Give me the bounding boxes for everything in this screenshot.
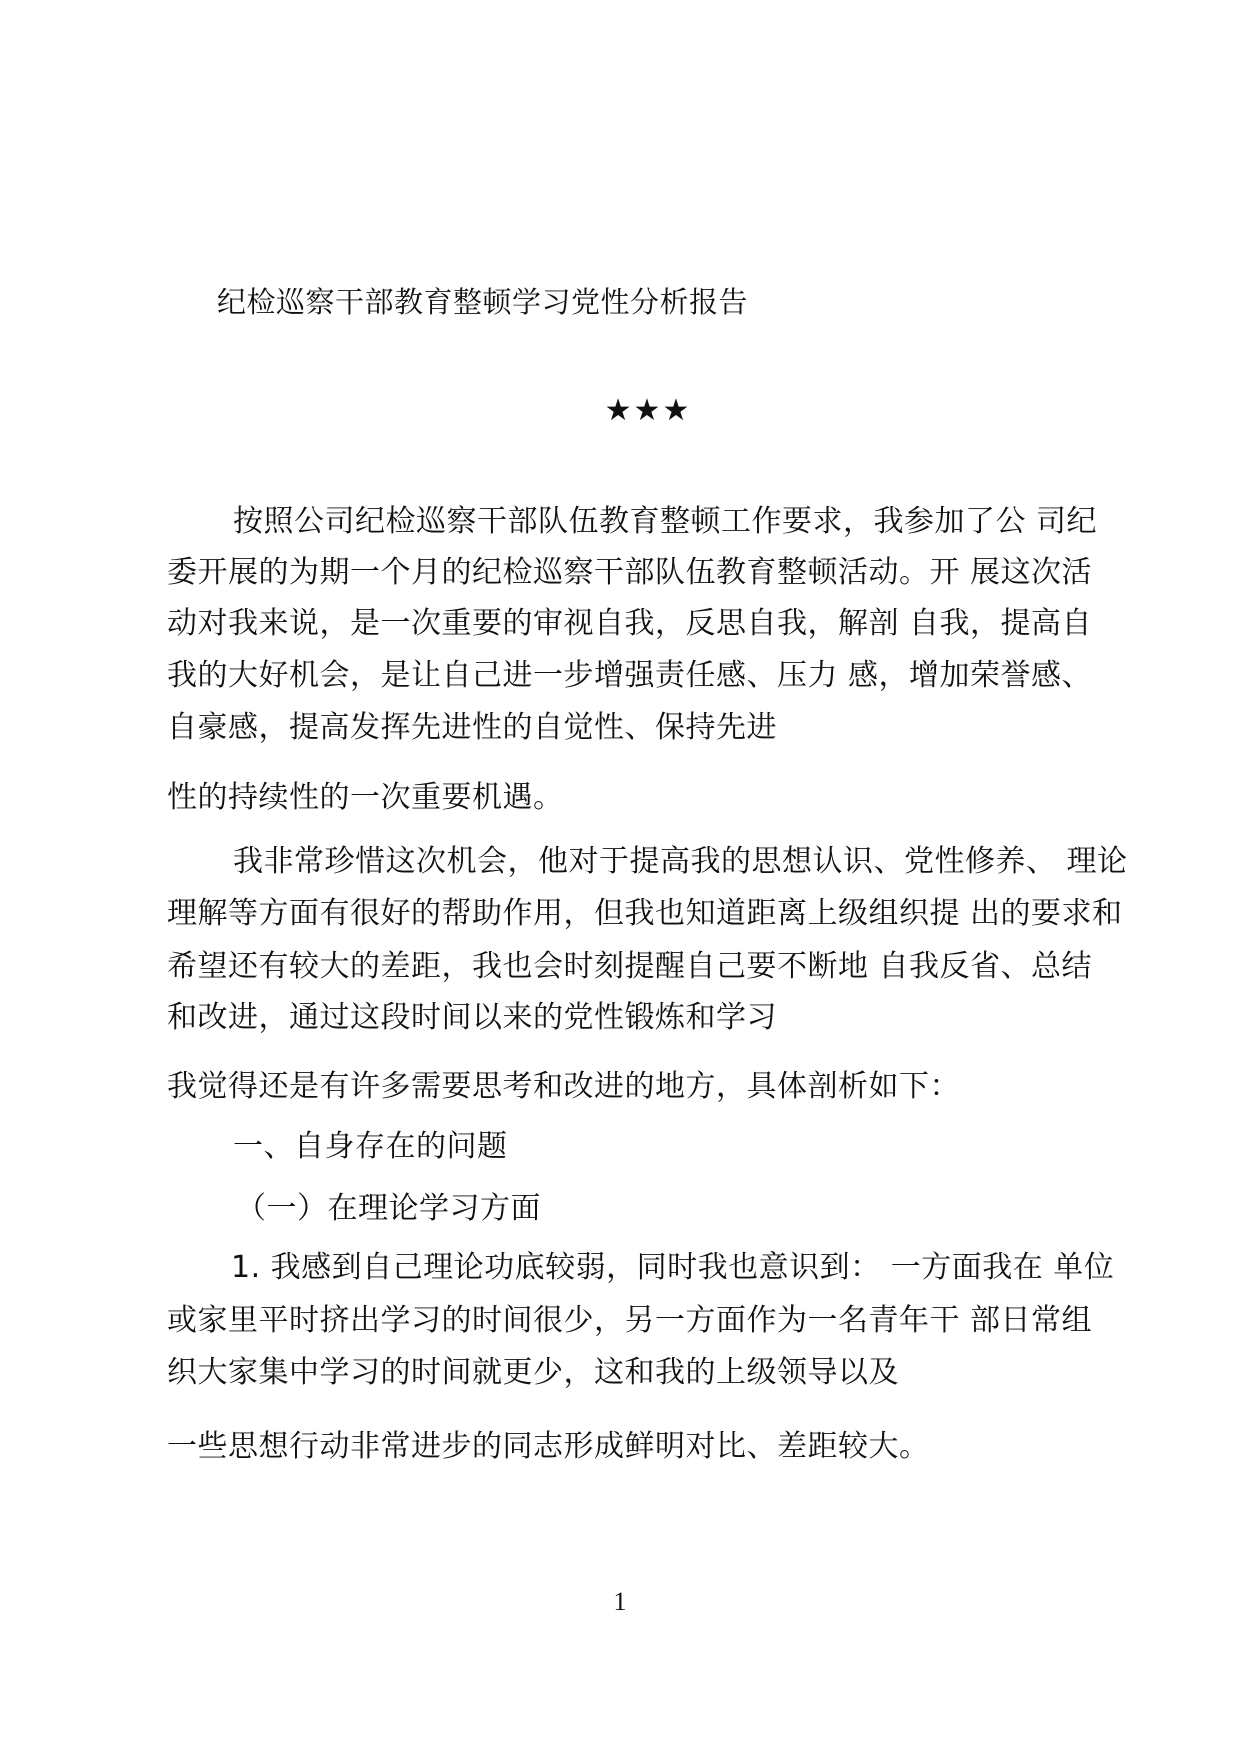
text-line: 希望还有较大的差距，我也会时刻提醒自己要不断地 自我反省、总结 (167, 949, 1093, 984)
text-line: 动对我来说，是一次重要的审视自我，反思自我，解剖 自我，提高自 (167, 606, 1093, 641)
document-title: 纪检巡察干部教育整顿学习党性分析报告 (217, 285, 749, 319)
text-line: 我觉得还是有许多需要思考和改进的地方，具体剖析如下： (167, 1069, 960, 1104)
text-line: 一些思想行动非常进步的同志形成鲜明对比、差距较大。 (167, 1429, 930, 1464)
text-line: 和改进，通过这段时间以来的党性锻炼和学习 (167, 1000, 777, 1035)
text-line: 织大家集中学习的时间就更少，这和我的上级领导以及 (167, 1355, 899, 1390)
text-line: 理解等方面有很好的帮助作用，但我也知道距离上级组织提 出的要求和 (167, 896, 1123, 931)
text-line: 我的大好机会，是让自己进一步增强责任感、压力 感，增加荣誉感、 (167, 658, 1093, 693)
text-line: 性的持续性的一次重要机遇。 (167, 780, 564, 815)
author-stars: ★★★ (604, 393, 692, 428)
page-number: 1 (613, 1587, 627, 1616)
text-line: 自豪感，提高发挥先进性的自觉性、保持先进 (167, 710, 777, 745)
subsection-heading: （一）在理论学习方面 (236, 1191, 541, 1226)
text-line: 委开展的为期一个月的纪检巡察干部队伍教育整顿活动。开 展这次活 (167, 555, 1093, 590)
section-heading: 一、自身存在的问题 (233, 1129, 508, 1164)
text-line: 按照公司纪检巡察干部队伍教育整顿工作要求，我参加了公 司纪 (233, 504, 1098, 539)
text-line: 或家里平时挤出学习的时间很少，另一方面作为一名青年干 部日常组 (167, 1303, 1093, 1338)
text-line: 1. 我感到自己理论功底较弱，同时我也意识到： 一方面我在 单位 (231, 1250, 1115, 1285)
text-line: 我非常珍惜这次机会，他对于提高我的思想认识、党性修养、 理论 (233, 844, 1128, 879)
